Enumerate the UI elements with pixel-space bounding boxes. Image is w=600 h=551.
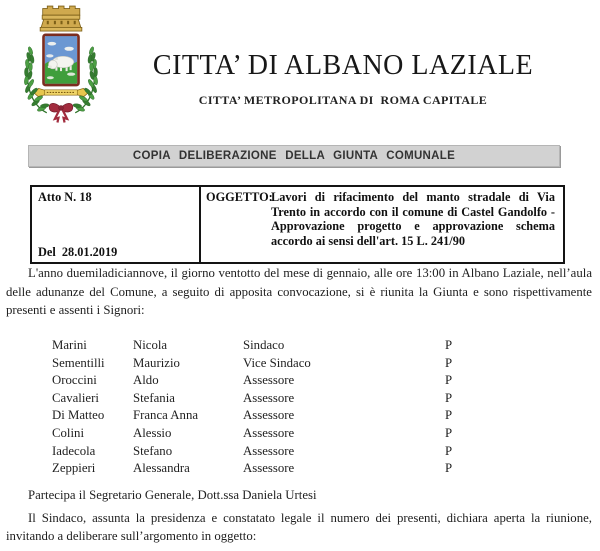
attendee-row xyxy=(52,356,532,374)
coat-of-arms-icon xyxy=(16,3,106,125)
attendee-surname: Cavalieri xyxy=(52,390,99,405)
attendee-surname: Iadecola xyxy=(52,443,96,458)
act-subject-cell xyxy=(201,187,563,262)
attendee-first-name: Aldo xyxy=(133,373,159,388)
attendee-first-name: Stefano xyxy=(133,443,173,458)
attendee-role: Vice Sindaco xyxy=(243,355,311,370)
attendee-first-name: Alessio xyxy=(133,425,172,440)
attendee-first-name: Alessandra xyxy=(133,461,190,476)
attendee-surname: Zeppieri xyxy=(52,461,96,476)
attendee-surname: Sementilli xyxy=(52,355,105,370)
attendee-first-name: Maurizio xyxy=(133,355,180,370)
attendee-presence: P xyxy=(445,461,453,476)
attendee-surname: Marini xyxy=(52,338,87,352)
ribbon-bow-icon xyxy=(49,103,73,122)
attendee-row xyxy=(52,461,532,479)
shield-icon xyxy=(44,35,79,85)
closing-paragraph: Il Sindaco, assunta la presidenza e constatato legale il numero dei presenti, dichiara aperta la riunione, invitando a deliberare sull’argomento in oggetto: xyxy=(6,511,592,543)
subject-text: Lavori di rifacimento del manto stradale di Via Trento in accordo con il comune di Castel Gandolfo - Approvazione progetto e approvazione schema accordo ai sensi dell'art. 15 L. 241/90 xyxy=(271,190,555,249)
attendee-surname: Oroccini xyxy=(52,373,97,388)
scroll-banner-icon xyxy=(34,88,88,96)
attendee-first-name: Franca Anna xyxy=(133,408,199,423)
document-type-banner xyxy=(28,145,560,167)
document-type-label: COPIA DELIBERAZIONE DELLA GIUNTA COMUNALE xyxy=(132,150,456,162)
act-date: Del 28.01.2019 xyxy=(38,245,118,259)
attendee-row xyxy=(52,408,532,426)
attendee-presence: P xyxy=(445,373,453,388)
attendee-presence: P xyxy=(445,443,453,458)
opening-paragraph: L'anno duemiladiciannove, il giorno ventotto del mese di gennaio, alle ore 13:00 in Albano Laziale, nell’aula delle adunanze del Comune, a seguito di apposita convocazione, si è riunita la Giunta e sono rispettivamente presenti e assenti i Signori: xyxy=(6,266,592,318)
attendee-presence: P xyxy=(445,390,453,405)
attendee-row xyxy=(52,373,532,391)
attendee-role: Assessore xyxy=(243,390,295,405)
act-number-cell xyxy=(32,187,201,262)
attendee-role: Assessore xyxy=(243,373,295,388)
attendee-role: Assessore xyxy=(243,461,295,476)
page-subtitle: CITTA’ METROPOLITANA DI ROMA CAPITALE xyxy=(198,93,488,107)
mural-crown-icon xyxy=(40,6,82,31)
attendee-row xyxy=(52,391,532,409)
attendee-role: Assessore xyxy=(243,443,295,458)
act-number: Atto N. 18 xyxy=(38,190,92,204)
attendees-table xyxy=(52,338,532,479)
attendee-role: Assessore xyxy=(243,408,295,423)
header xyxy=(114,50,572,108)
attendee-surname: Di Matteo xyxy=(52,408,105,423)
attendee-presence: P xyxy=(445,425,453,440)
attendee-role: Assessore xyxy=(243,425,295,440)
secretary-line: Partecipa il Segretario Generale, Dott.ssa Daniela Urtesi xyxy=(28,488,317,502)
attendee-presence: P xyxy=(445,408,453,423)
page-title: CITTA’ DI ALBANO LAZIALE xyxy=(152,50,534,81)
attendee-row xyxy=(52,444,532,462)
attendee-first-name: Stefania xyxy=(133,390,175,405)
attendee-row xyxy=(52,338,532,356)
subject-label: OGGETTO: xyxy=(206,190,273,204)
attendee-first-name: Nicola xyxy=(133,338,168,352)
attendee-row xyxy=(52,426,532,444)
attendee-presence: P xyxy=(445,338,453,352)
act-summary-table xyxy=(30,185,565,264)
attendee-presence: P xyxy=(445,355,453,370)
attendee-role: Sindaco xyxy=(243,338,285,352)
attendee-surname: Colini xyxy=(52,425,84,440)
